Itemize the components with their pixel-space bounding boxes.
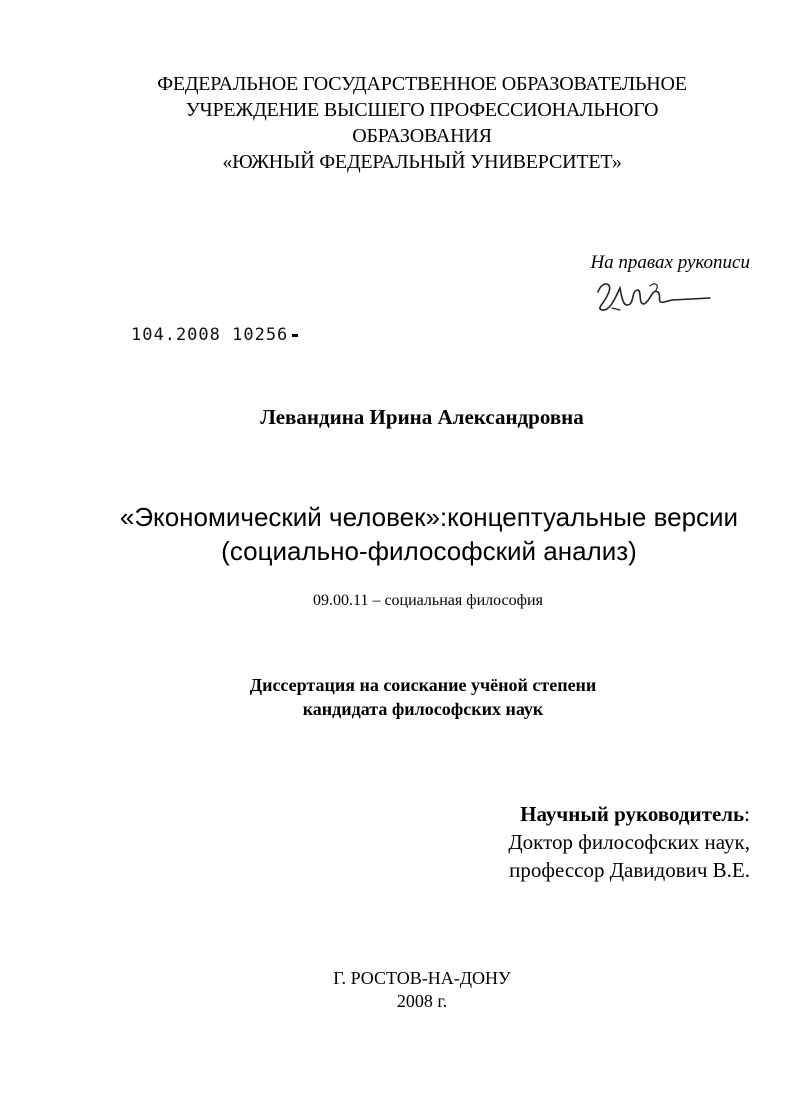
author-name: Левандина Ирина Александровна bbox=[260, 405, 584, 429]
supervisor-label: Научный руководитель bbox=[520, 802, 745, 826]
scientific-supervisor bbox=[420, 800, 750, 884]
supervisor-name: профессор Давидович В.Е. bbox=[509, 858, 750, 882]
specialty-code: 09.00.11 – социальная философия bbox=[313, 592, 543, 609]
header-line-2: УЧРЕЖДЕНИЕ ВЫСШЕГО ПРОФЕССИОНАЛЬНОГО bbox=[185, 99, 659, 121]
supervisor-colon: : bbox=[744, 802, 750, 826]
degree-statement bbox=[0, 673, 798, 721]
city: Г. РОСТОВ-НА-ДОНУ bbox=[333, 968, 511, 988]
year: 2008 г. bbox=[396, 991, 448, 1011]
manuscript-rights-note: На правах рукописи bbox=[590, 252, 750, 273]
institution-header bbox=[0, 71, 798, 175]
handwritten-signature bbox=[592, 274, 712, 318]
archive-stamp bbox=[131, 325, 298, 345]
supervisor-degree: Доктор философских наук, bbox=[508, 830, 750, 854]
supervisor-heading bbox=[420, 800, 750, 828]
degree-line-2: кандидата философских наук bbox=[302, 699, 544, 719]
dissertation-title bbox=[60, 500, 798, 568]
stamp-mark bbox=[292, 334, 298, 337]
title-line-2: (социально-философский анализ) bbox=[221, 536, 637, 566]
header-line-4: «ЮЖНЫЙ ФЕДЕРАЛЬНЫЙ УНИВЕРСИТЕТ» bbox=[222, 151, 622, 173]
degree-line-1: Диссертация на соискание учёной степени bbox=[249, 675, 597, 695]
stamp-number: 104.2008 10256 bbox=[131, 325, 289, 345]
header-line-3: ОБРАЗОВАНИЯ bbox=[352, 125, 492, 147]
header-line-1: ФЕДЕРАЛЬНОЕ ГОСУДАРСТВЕННОЕ ОБРАЗОВАТЕЛЬНОЕ bbox=[157, 73, 687, 95]
place-and-year bbox=[0, 967, 798, 1013]
title-line-1: «Экономический человек»:концептуальные версии bbox=[119, 502, 739, 532]
